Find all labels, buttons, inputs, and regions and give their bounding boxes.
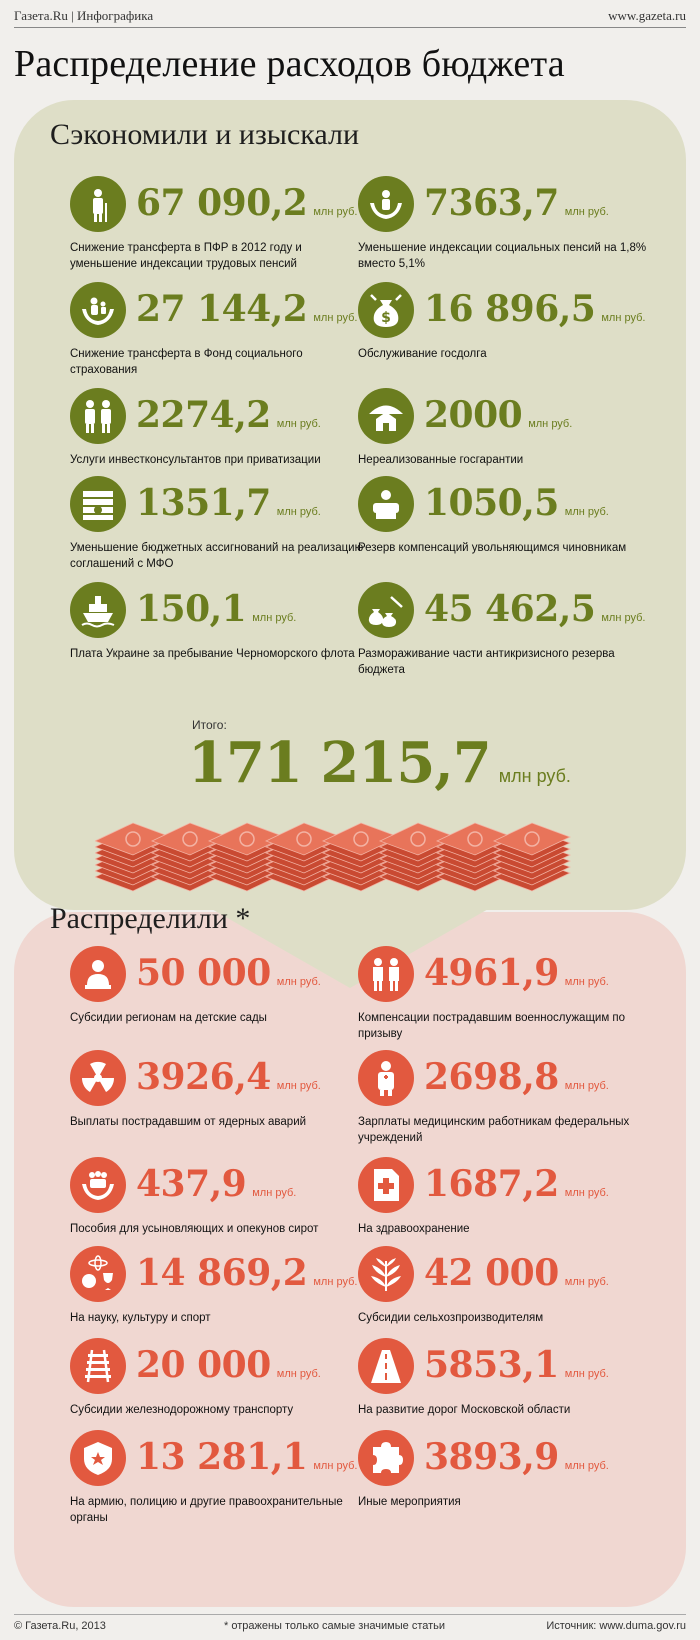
cash-stack-icon (70, 476, 126, 532)
item-description: Услуги инвестконсультантов при приватизации (70, 454, 321, 466)
item-description: Субсидии сельхозпроизводителям (358, 1312, 544, 1324)
businessmen-icon (70, 388, 126, 444)
site-url[interactable]: www.gazeta.ru (608, 8, 686, 23)
item-amount: 2698,8 (424, 1056, 559, 1098)
svg-text:$: $ (381, 310, 391, 326)
item-description: Субсидии железнодорожному транспорту (70, 1404, 294, 1416)
item-amount: 45 462,5 (424, 588, 596, 630)
total-value: 171 215,7 млн руб. (188, 730, 571, 796)
item-description: Зарплаты медицинским работникам федеральных учреждений (358, 1116, 630, 1144)
item-description: Обслуживание госдолга (358, 348, 487, 360)
elderly-person-icon (70, 176, 126, 232)
item-unit: млн руб. (276, 418, 321, 430)
item-unit: млн руб. (252, 612, 297, 624)
item-description: На армию, полицию и другие правоохранительные органы (70, 1496, 343, 1524)
item-value (136, 1252, 357, 1294)
item-description: Снижение трансферта в Фонд социального страхования (70, 348, 303, 376)
item-description: Уменьшение индексации социальных пенсий на 1,8% вместо 5,1% (358, 242, 647, 270)
item-value (136, 1163, 296, 1205)
item-value (136, 1436, 357, 1478)
child-icon (70, 946, 126, 1002)
item-description: Нереализованные госгарантии (358, 454, 524, 466)
item-amount: 150,1 (136, 588, 247, 630)
item-unit: млн руб. (313, 1460, 358, 1472)
item-description: На развитие дорог Московской области (358, 1404, 571, 1416)
railway-icon (70, 1338, 126, 1394)
item-description: Выплаты пострадавшим от ядерных аварий (70, 1116, 307, 1128)
item-unit: млн руб. (276, 976, 321, 988)
item-unit: млн руб. (276, 1080, 321, 1092)
item-description: Снижение трансферта в ПФР в 2012 году и уменьшение индексации трудовых пенсий (70, 242, 302, 270)
item-value (136, 1344, 321, 1386)
top-bar (14, 6, 686, 28)
item-description: Пособия для усыновляющих и опекунов сирот (70, 1223, 319, 1235)
item-amount: 4961,9 (424, 952, 559, 994)
item-unit: млн руб. (528, 418, 573, 430)
hands-children-icon (70, 1157, 126, 1213)
item-value (424, 1163, 609, 1205)
item-amount: 437,9 (136, 1163, 247, 1205)
copyright: © Газета.Ru, 2013 (14, 1620, 106, 1632)
item-description: Размораживание части антикризисного резерва бюджета (358, 648, 615, 676)
item-amount: 13 281,1 (136, 1436, 308, 1478)
soldiers-icon (358, 946, 414, 1002)
site-label: Газета.Ru | Инфографика (14, 8, 154, 23)
item-value (136, 588, 296, 630)
radiation-icon (70, 1050, 126, 1106)
item-unit: млн руб. (313, 1276, 358, 1288)
item-unit: млн руб. (601, 612, 646, 624)
item-amount: 1050,5 (424, 482, 559, 524)
money-stacks-illustration (95, 795, 595, 895)
item-amount: 1351,7 (136, 482, 271, 524)
hands-person-icon (358, 176, 414, 232)
item-value (424, 1344, 609, 1386)
item-unit: млн руб. (564, 506, 609, 518)
item-unit: млн руб. (313, 206, 358, 218)
saved-section-title: Сэкономили и изыскали (50, 118, 360, 151)
total-label: Итого: (192, 718, 227, 732)
item-amount: 5853,1 (424, 1344, 559, 1386)
wheat-icon (358, 1246, 414, 1302)
item-value (424, 1252, 609, 1294)
item-value (136, 1056, 321, 1098)
item-description: Компенсации пострадавшим военнослужащим по призыву (358, 1012, 626, 1040)
official-icon (358, 476, 414, 532)
item-amount: 27 144,2 (136, 288, 308, 330)
item-unit: млн руб. (564, 206, 609, 218)
item-description: Уменьшение бюджетных ассигнований на реализацию соглашений с МФО (70, 542, 364, 570)
item-unit: млн руб. (564, 1368, 609, 1380)
road-icon (358, 1338, 414, 1394)
item-value (136, 482, 321, 524)
item-value (136, 952, 321, 994)
item-amount: 50 000 (136, 952, 271, 994)
footer (14, 1614, 686, 1636)
hands-family-icon (70, 282, 126, 338)
science-culture-sport-icon (70, 1246, 126, 1302)
item-unit: млн руб. (564, 1080, 609, 1092)
item-amount: 3893,9 (424, 1436, 559, 1478)
item-unit: млн руб. (276, 1368, 321, 1380)
item-unit: млн руб. (252, 1187, 297, 1199)
item-value (424, 952, 609, 994)
medical-cross-icon (358, 1157, 414, 1213)
item-amount: 7363,7 (424, 182, 559, 224)
item-amount: 3926,4 (136, 1056, 271, 1098)
item-amount: 42 000 (424, 1252, 559, 1294)
item-value (424, 288, 645, 330)
item-amount: 2274,2 (136, 394, 271, 436)
item-value (424, 482, 609, 524)
money-bag-icon (358, 282, 414, 338)
source: Источник: www.duma.gov.ru (546, 1620, 686, 1632)
item-value (136, 288, 357, 330)
item-description: Резерв компенсаций увольняющимся чиновникам (358, 542, 627, 554)
item-description: Иные мероприятия (358, 1496, 461, 1508)
house-umbrella-icon (358, 388, 414, 444)
item-description: Плата Украине за пребывание Черноморского флота (70, 648, 355, 660)
police-badge-icon (70, 1430, 126, 1486)
item-description: На науку, культуру и спорт (70, 1312, 211, 1324)
item-description: Субсидии регионам на детские сады (70, 1012, 267, 1024)
item-value (136, 182, 357, 224)
item-value (424, 1436, 609, 1478)
distributed-section-title: Распределили * (50, 902, 251, 935)
item-amount: 16 896,5 (424, 288, 596, 330)
item-value (424, 588, 645, 630)
item-amount: 14 869,2 (136, 1252, 308, 1294)
item-amount: 2000 (424, 394, 523, 436)
item-value (424, 1056, 609, 1098)
item-unit: млн руб. (601, 312, 646, 324)
item-unit: млн руб. (564, 1460, 609, 1472)
money-bags-icon (358, 582, 414, 638)
page-title: Распределение расходов бюджета (14, 43, 565, 85)
item-unit: млн руб. (564, 1187, 609, 1199)
item-amount: 67 090,2 (136, 182, 308, 224)
item-description: На здравоохранение (358, 1223, 470, 1235)
item-unit: млн руб. (564, 1276, 609, 1288)
item-value (424, 182, 609, 224)
item-unit: млн руб. (313, 312, 358, 324)
item-value (136, 394, 321, 436)
item-value (424, 394, 572, 436)
doctor-icon (358, 1050, 414, 1106)
item-amount: 1687,2 (424, 1163, 559, 1205)
puzzle-icon (358, 1430, 414, 1486)
item-unit: млн руб. (564, 976, 609, 988)
ship-icon (70, 582, 126, 638)
item-unit: млн руб. (276, 506, 321, 518)
footnote: * отражены только самые значимые статьи (224, 1620, 446, 1632)
item-amount: 20 000 (136, 1344, 271, 1386)
